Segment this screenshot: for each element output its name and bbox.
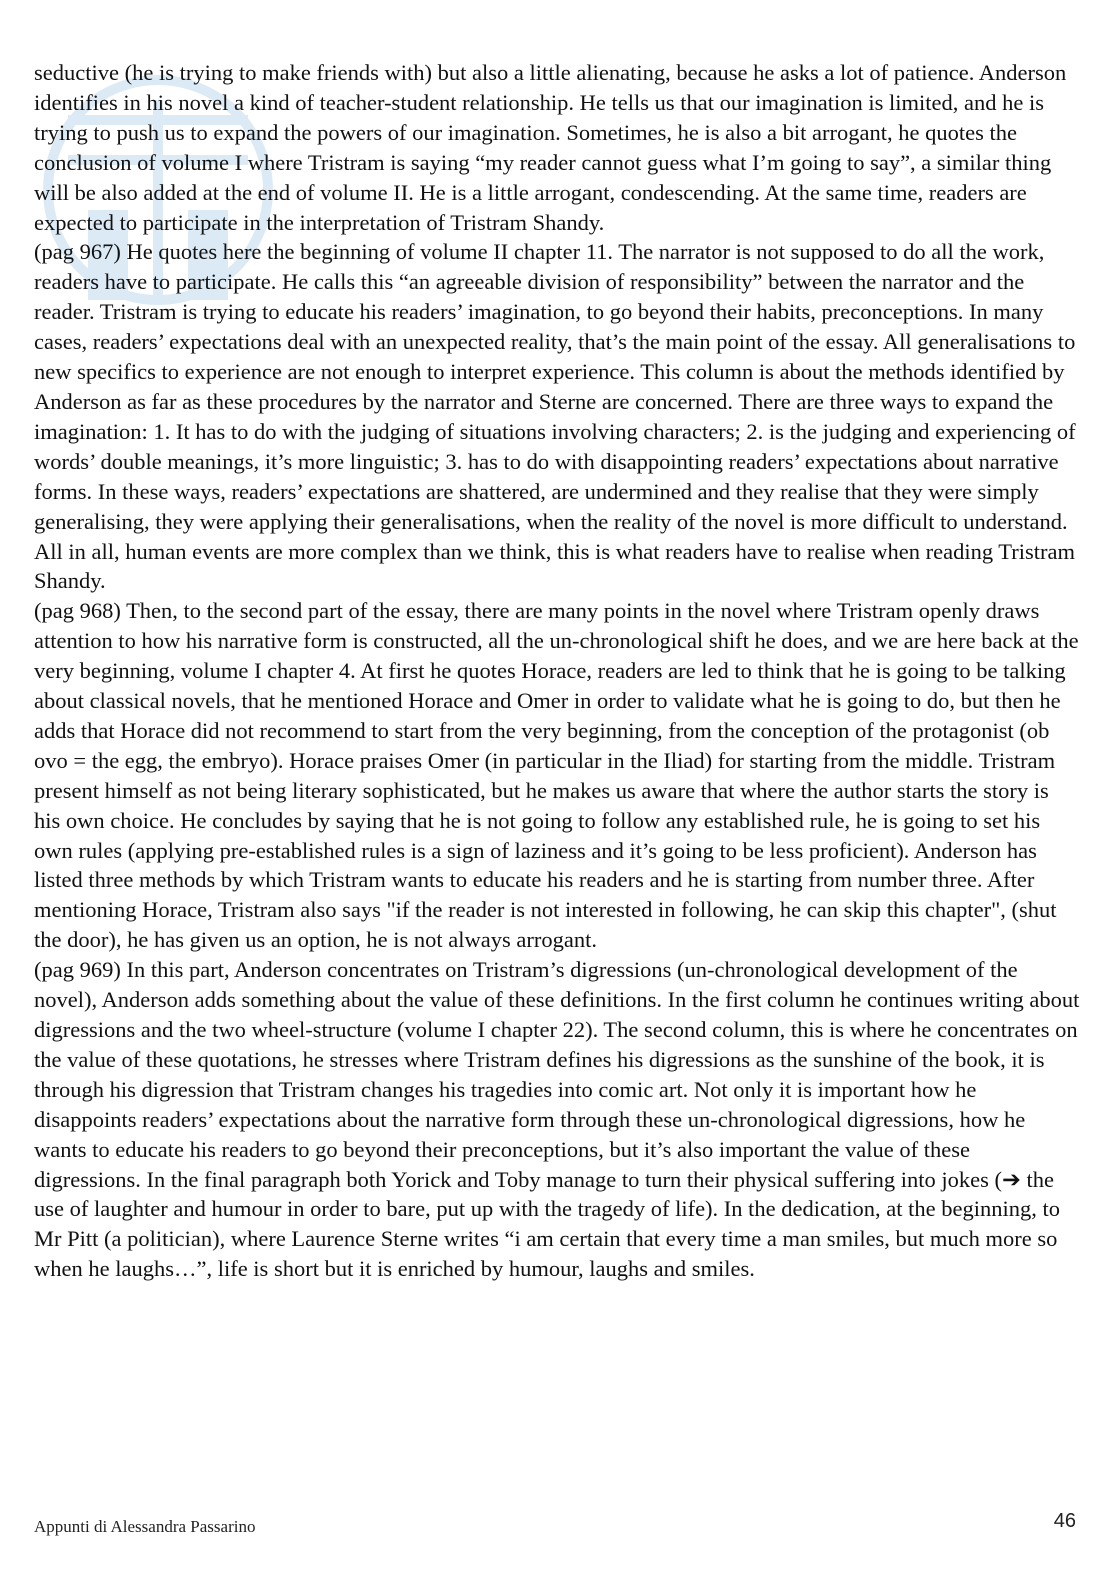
paragraph-2: (pag 967) He quotes here the beginning of volume II chapter 11. The narrator is not supposed to do all the work, readers have to participate. He calls this “an agreeable division of responsibility” between the narrator and the reader. Tristram is trying to educate his readers’ imagination, to go beyond their habits, preconceptions. In many cases, readers’ expectations deal with an unexpected reality, that’s the main point of the essay. All generalisations to new specifics to experience are not enough to interpret experience. This column is about the methods identified by Anderson as far as these procedures by the narrator and Sterne are concerned. There are three ways to expand the imagination: 1. It has to do with the judging of situations involving characters; 2. is the judging and experiencing of words’ double meanings, it’s more linguistic; 3. has to do with disappointing readers’ expectations about narrative forms. In these ways, readers’ expectations are shattered, are undermined and they realise that they were simply generalising, they were applying their generalisations, when the reality of the novel is more difficult to understand. All in all, human events are more complex than we think, this is what readers have to realise when reading Tristram Shandy. [34, 239, 1076, 594]
paragraph-4: (pag 969) In this part, Anderson concentrates on Tristram’s digressions (un-chronological development of the novel), Anderson adds something about the value of these definitions. In the first column he continues writing about digressions and the two wheel-structure (volume I chapter 22). The second column, this is where he concentrates on the value of these quotations, he stresses where Tristram defines his digressions as the sunshine of the book, it is through his digression that Tristram changes his tragedies into comic art. Not only it is important how he disappoints readers’ expectations about the narrative form through these un-chronological digressions, how he wants to educate his readers to go beyond their preconceptions, but it’s also important the value of these digressions. In the final paragraph both Yorick and Toby manage to turn their physical suffering into jokes (➔ the use of laughter and humour in order to bare, put up with the tragedy of life). In the dedication, at the beginning, to Mr Pitt (a politician), where Laurence Sterne writes “i am certain that every time a man smiles, but much more so when he laughs…”, life is short but it is enriched by humour, laughs and smiles. [34, 957, 1080, 1282]
paragraph-1: seductive (he is trying to make friends with) but also a little alienating, because he asks a lot of patience. Anderson identifies in his novel a kind of teacher-student relationship. He tells us that our imagination is limited, and he is trying to push us to expand the powers of our imagination. Sometimes, he is also a bit arrogant, he quotes the conclusion of volume I where Tristram is saying “my reader cannot guess what I’m going to say”, a similar thing will be also added at the end of volume II. He is a little arrogant, condescending. At the same time, readers are expected to participate in the interpretation of Tristram Shandy. [34, 60, 1067, 235]
paragraph-3: (pag 968) Then, to the second part of the essay, there are many points in the novel where Tristram openly draws attention to how his narrative form is constructed, all the un-chronological shift he does, and we are here back at the very beginning, volume I chapter 4. At first he quotes Horace, readers are led to think that he is going to be talking about classical novels, that he mentioned Horace and Omer in order to validate what he is going to do, but then he adds that Horace did not recommend to start from the very beginning, from the conception of the protagonist (ob ovo = the egg, the embryo). Horace praises Omer (in particular in the Iliad) for starting from the middle. Tristram present himself as not being literary sophisticated, but he makes us aware that where the author starts the story is his own choice. He concludes by saying that he is not going to follow any established rule, he is going to set his own rules (applying pre-established rules is a sign of laziness and it’s going to be less proficient). Anderson has listed three methods by which Tristram wants to educate his readers and he is starting from number three. After mentioning Horace, Tristram also says "if the reader is not interested in following, he can skip this chapter", (shut the door), he has given us an option, he is not always arrogant. [34, 598, 1079, 953]
footer-author: Appunti di Alessandra Passarino [34, 1517, 256, 1536]
page-number: 46 [1053, 1510, 1076, 1532]
document-body [34, 58, 1080, 1284]
